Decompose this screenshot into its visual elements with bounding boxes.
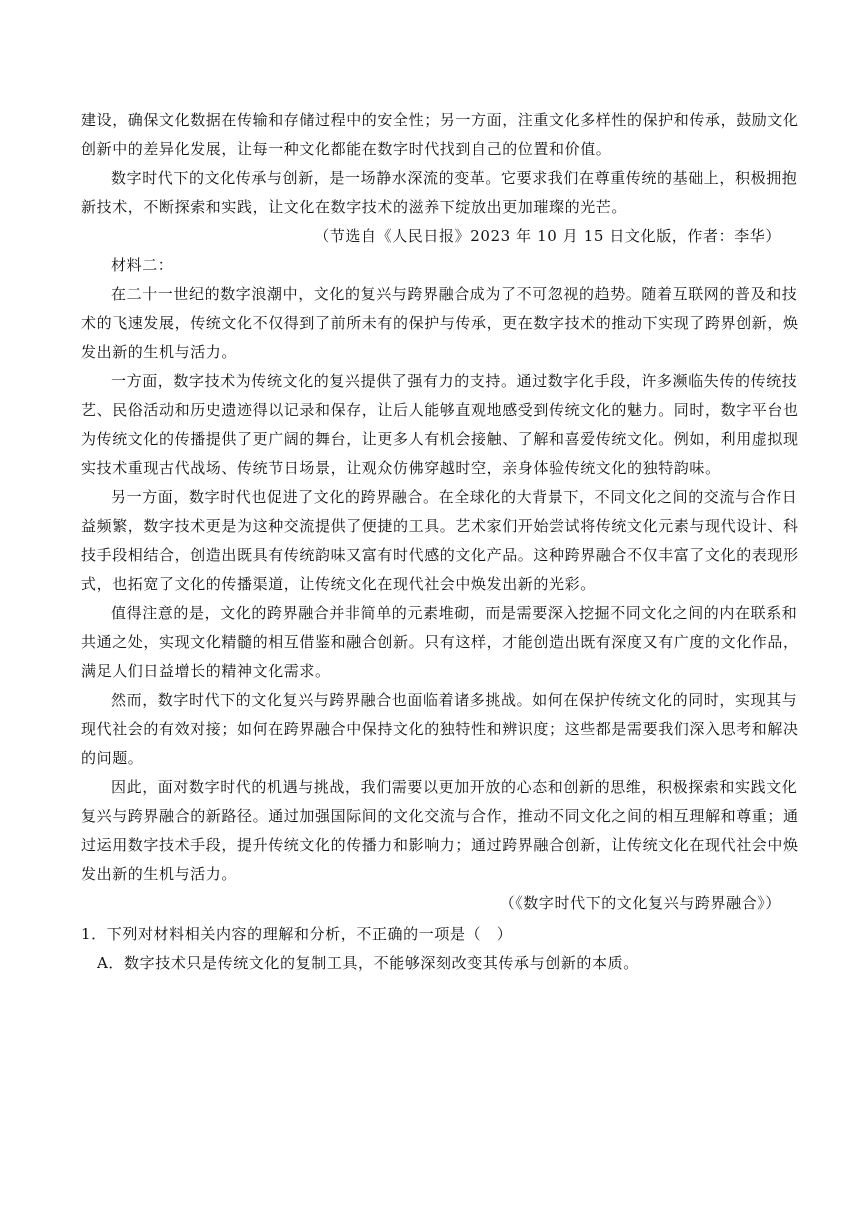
material2-source-citation: （《数字时代下的文化复兴与跨界融合》） [499,894,781,912]
text-line: 因此，面对数字时代的机遇与挑战，我们需要以更加开放的心态和创新的思维，积极探索和实践文化 [111,778,798,796]
question-stem: 1．下列对材料相关内容的理解和分析，不正确的一项是（ ） [81,925,513,943]
material1-source-citation: （节选自《人民日报》2023 年 10 月 15 日文化版，作者：李华） [314,227,781,245]
text-line: 术的飞速发展，传统文化不仅得到了前所未有的保护与传承，更在数字技术的推动下实现了跨界创新，焕 [81,314,799,332]
text-line: 复兴与跨界融合的新路径。通过加强国际间的文化交流与合作，推动不同文化之间的相互理解和尊重；通 [81,807,799,825]
material1-conclusion-paragraph [81,164,798,222]
text-line: 一方面，数字技术为传统文化的复兴提供了强有力的支持。通过数字化手段，许多濒临失传的传统技 [111,372,798,390]
text-line: 然而，数字时代下的文化复兴与跨界融合也面临着诸多挑战。如何在保护传统文化的同时，实现其与 [111,691,798,709]
text-line: 建设，确保文化数据在传输和存储过程中的安全性；另一方面，注重文化多样性的保护和传承，鼓励文化 [81,111,799,129]
material2-paragraph [81,280,799,367]
text-line: 式，也拓宽了文化的传播渠道，让传统文化在现代社会中焕发出新的光彩。 [81,575,596,593]
text-line: 共通之处，实现文化精髓的相互借鉴和融合创新。只有这样，才能创造出既有深度又有广度的文化作品， [81,633,799,651]
text-line: 技手段相结合，创造出既具有传统韵味又富有时代感的文化产品。这种跨界融合不仅丰富了文化的表现形 [81,546,799,564]
text-line: 的问题。 [81,749,144,767]
material2-heading: 材料二： [111,256,174,274]
document-page [81,106,799,978]
material2-paragraph [81,686,799,773]
text-line: 数字时代下的文化传承与创新，是一场静水深流的变革。它要求我们在尊重传统的基础上，积极拥抱 [111,169,798,187]
material2-paragraph [81,773,799,889]
text-line: 在二十一世纪的数字浪潮中，文化的复兴与跨界融合成为了不可忽视的趋势。随着互联网的普及和技 [111,285,798,303]
text-line: 益频繁，数字技术更是为这种交流提供了便捷的工具。艺术家们开始尝试将传统文化元素与现代设计、科 [81,517,799,535]
text-line: 发出新的生机与活力。 [81,865,238,883]
text-line: 为传统文化的传播提供了更广阔的舞台，让更多人有机会接触、了解和喜爱传统文化。例如，利用虚拟现 [81,430,799,448]
text-line: 另一方面，数字时代也促进了文化的跨界融合。在全球化的大背景下，不同文化之间的交流与合作日 [111,488,798,506]
question-option-a: A．数字技术只是传统文化的复制工具，不能够深刻改变其传承与创新的本质。 [97,954,639,972]
text-line: 新技术，不断探索和实践，让文化在数字技术的滋养下绽放出更加璀璨的光芒。 [81,198,628,216]
text-line: 值得注意的是，文化的跨界融合并非简单的元素堆砌，而是需要深入挖掘不同文化之间的内在联系和 [111,604,798,622]
text-line: 现代社会的有效对接；如何在跨界融合中保持文化的独特性和辨识度；这些都是需要我们深入思考和解决 [81,720,799,738]
text-line: 创新中的差异化发展，让每一种文化都能在数字时代找到自己的位置和价值。 [81,140,612,158]
material2-paragraph [81,483,799,599]
text-line: 艺、民俗活动和历史遗迹得以记录和保存，让后人能够直观地感受到传统文化的魅力。同时，数字平台也 [81,401,799,419]
text-line: 实技术重现古代战场、传统节日场景，让观众仿佛穿越时空，亲身体验传统文化的独特韵味。 [81,459,721,477]
text-line: 过运用数字技术手段，提升传统文化的传播力和影响力；通过跨界融合创新，让传统文化在现代社会中焕 [81,836,799,854]
material2-paragraph [81,367,799,483]
material1-paragraph-tail [81,106,799,164]
material2-paragraph [81,599,799,686]
text-line: 满足人们日益增长的精神文化需求。 [81,662,331,680]
text-line: 发出新的生机与活力。 [81,343,238,361]
